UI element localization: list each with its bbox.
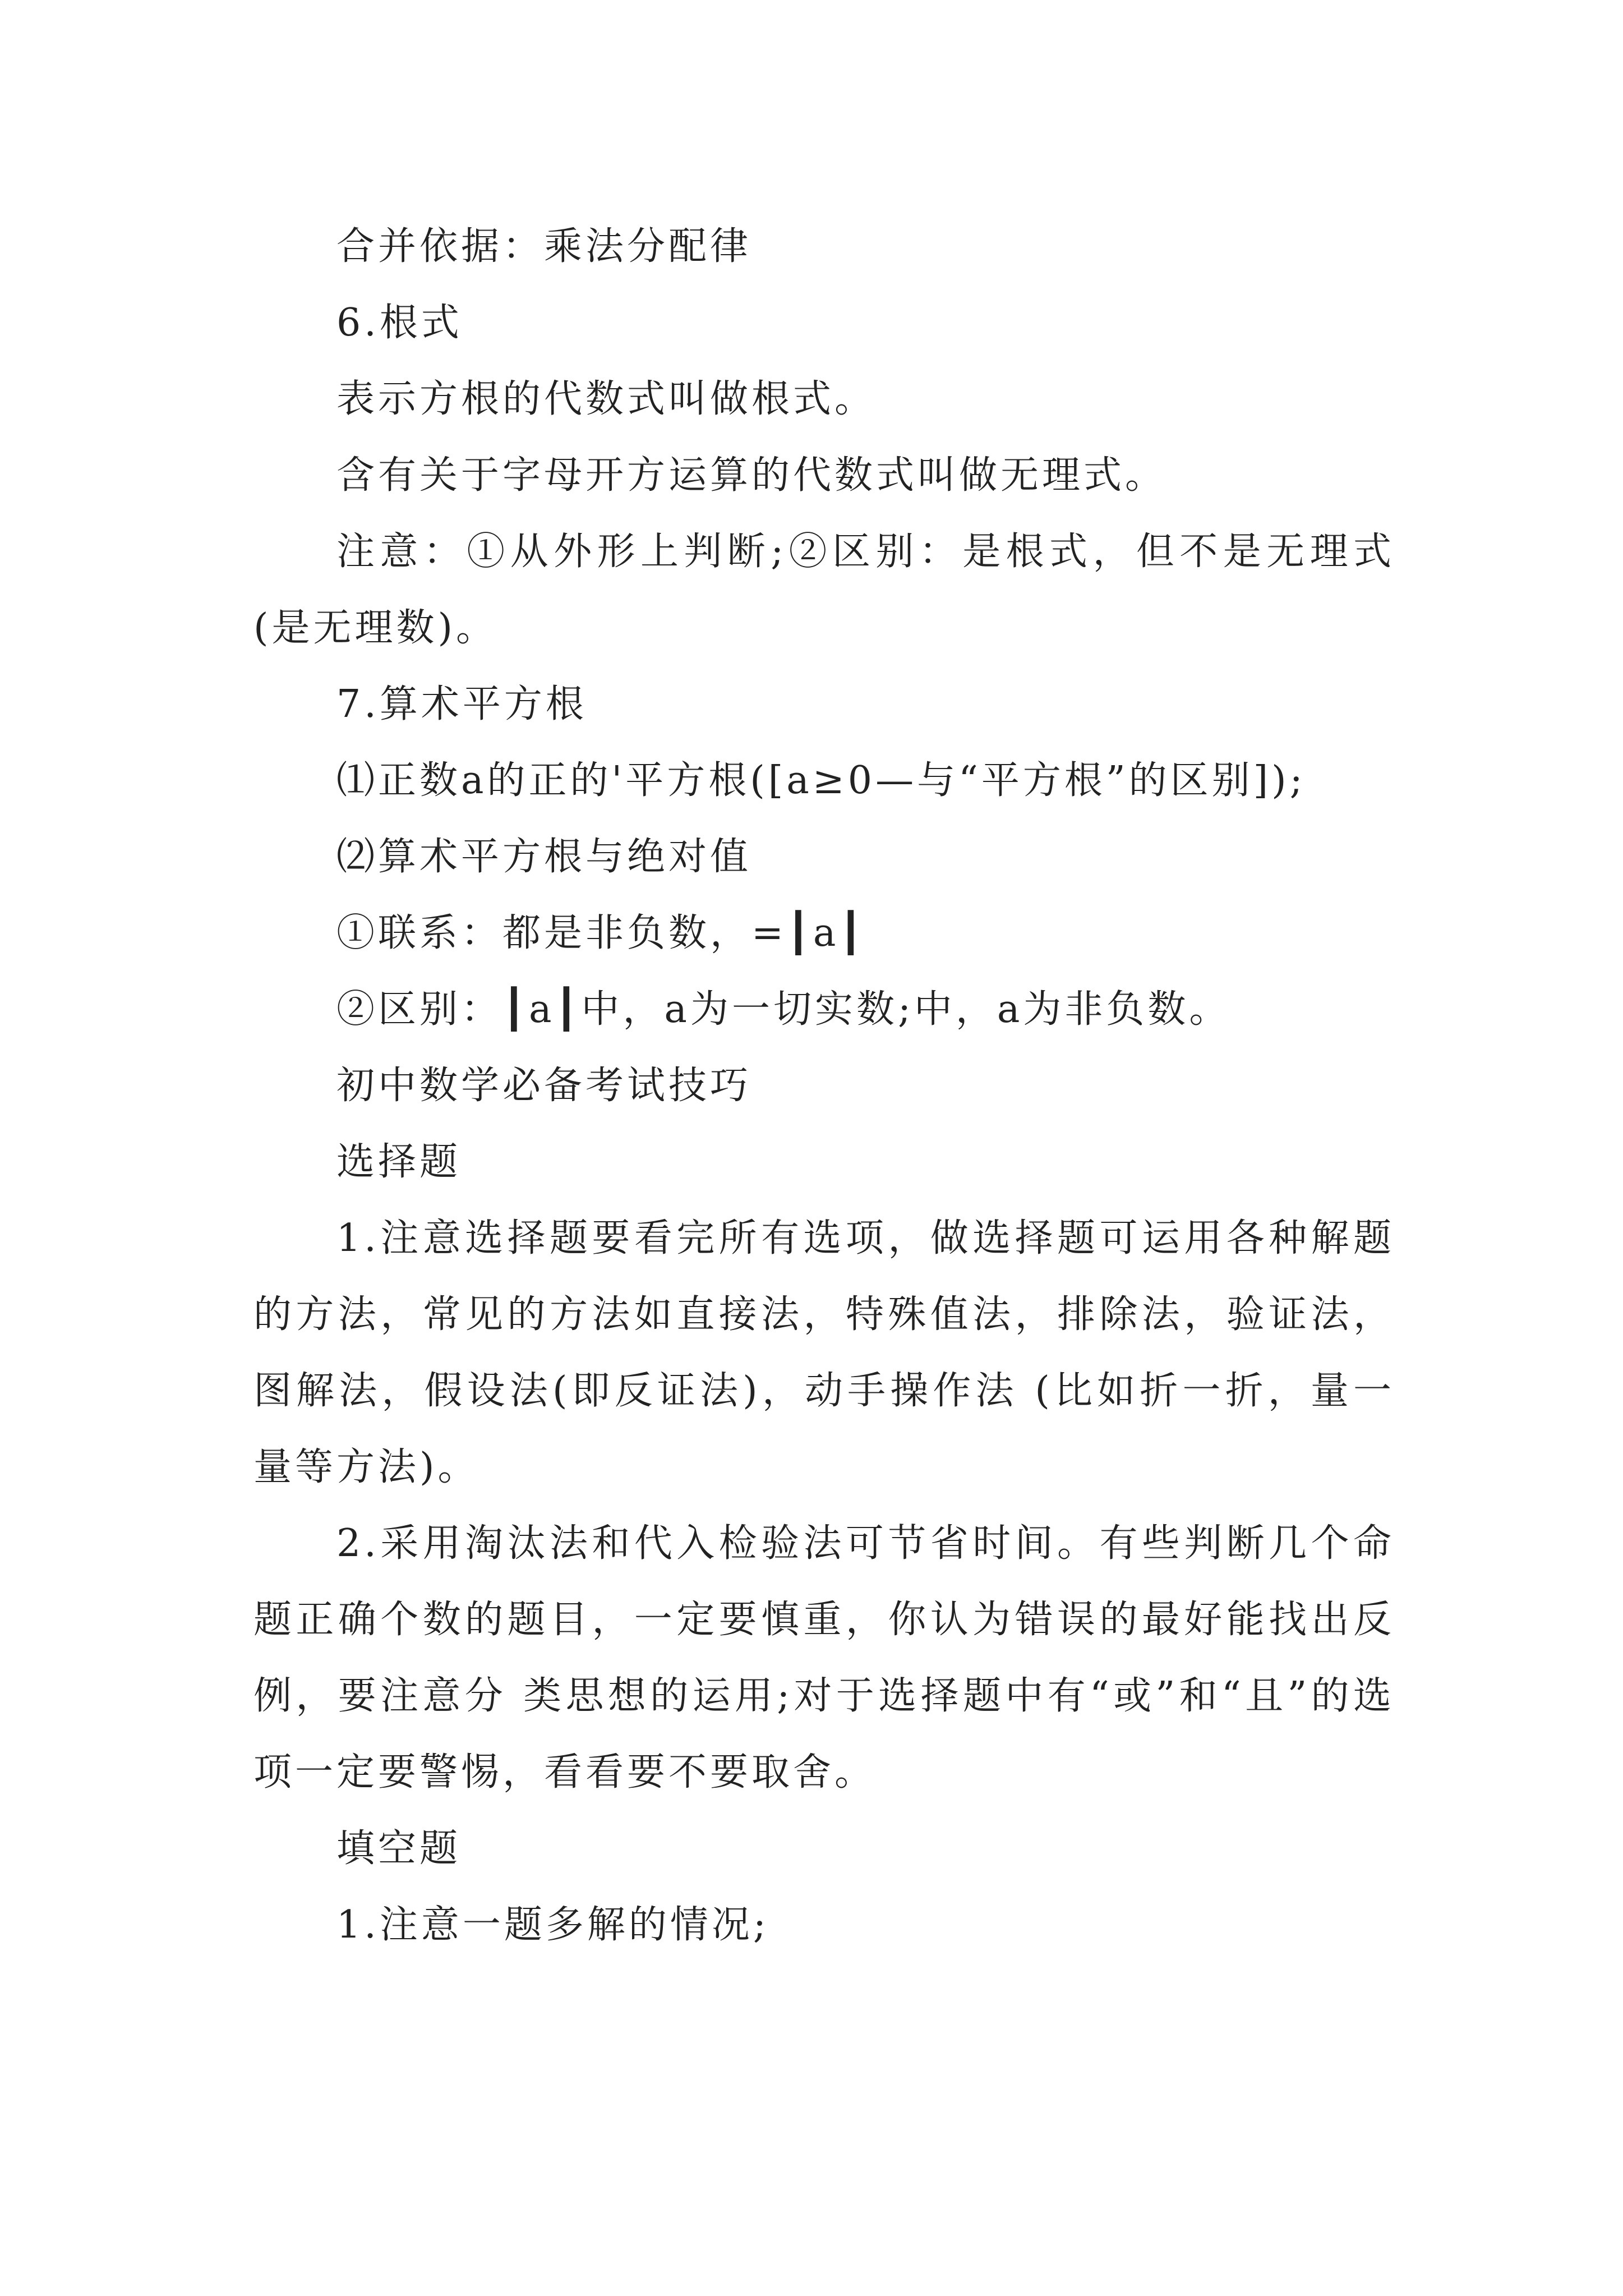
section-heading-radical: 6.根式 — [336, 301, 463, 345]
paragraph-radical-definition: 表示方根的代数式叫做根式。 — [336, 377, 877, 421]
section-heading-multiple-choice: 选择题 — [336, 1140, 462, 1184]
paragraph-merge-basis: 合并依据：乘法分配律 — [336, 224, 752, 269]
section-heading-exam-tips: 初中数学必备考试技巧 — [336, 1064, 752, 1108]
document-body — [253, 209, 1395, 1963]
paragraph-choice-tip-2: 2.采用淘汰法和代入检验法可节省时间。有些判断几个命题正确个数的题目，一定要慎重，你认为错误的最好能找出反例，要注意分 类思想的运用;对于选择题中有“或”和“且”的选项一定要警惕，看看要不要取舍。 — [253, 1521, 1395, 1795]
paragraph-positive-root: ⑴正数a的正的'平方根([a≥0—与“平方根”的区别]); — [336, 758, 1306, 803]
paragraph-choice-tip-1: 1.注意选择题要看完所有选项，做选择题可运用各种解题的方法，常见的方法如直接法，特殊值法，排除法，验证法，图解法，假设法(即反证法)，动手操作法 (比如折一折，量一量等方法)。 — [253, 1216, 1395, 1489]
paragraph-difference: ②区别：┃a┃中，a为一切实数;中，a为非负数。 — [336, 987, 1231, 1032]
paragraph-root-and-abs: ⑵算术平方根与绝对值 — [336, 835, 752, 879]
paragraph-note: 注意：①从外形上判断;②区别：是根式，但不是无理式(是无理数)。 — [253, 530, 1395, 650]
section-heading-fill-in: 填空题 — [336, 1826, 462, 1871]
paragraph-fill-tip-1: 1.注意一题多解的情况; — [336, 1903, 769, 1947]
section-heading-arithmetic-root: 7.算术平方根 — [336, 682, 587, 726]
paragraph-irrational-expression: 含有关于字母开方运算的代数式叫做无理式。 — [336, 453, 1167, 498]
paragraph-relation: ①联系：都是非负数，=┃a┃ — [336, 911, 866, 955]
